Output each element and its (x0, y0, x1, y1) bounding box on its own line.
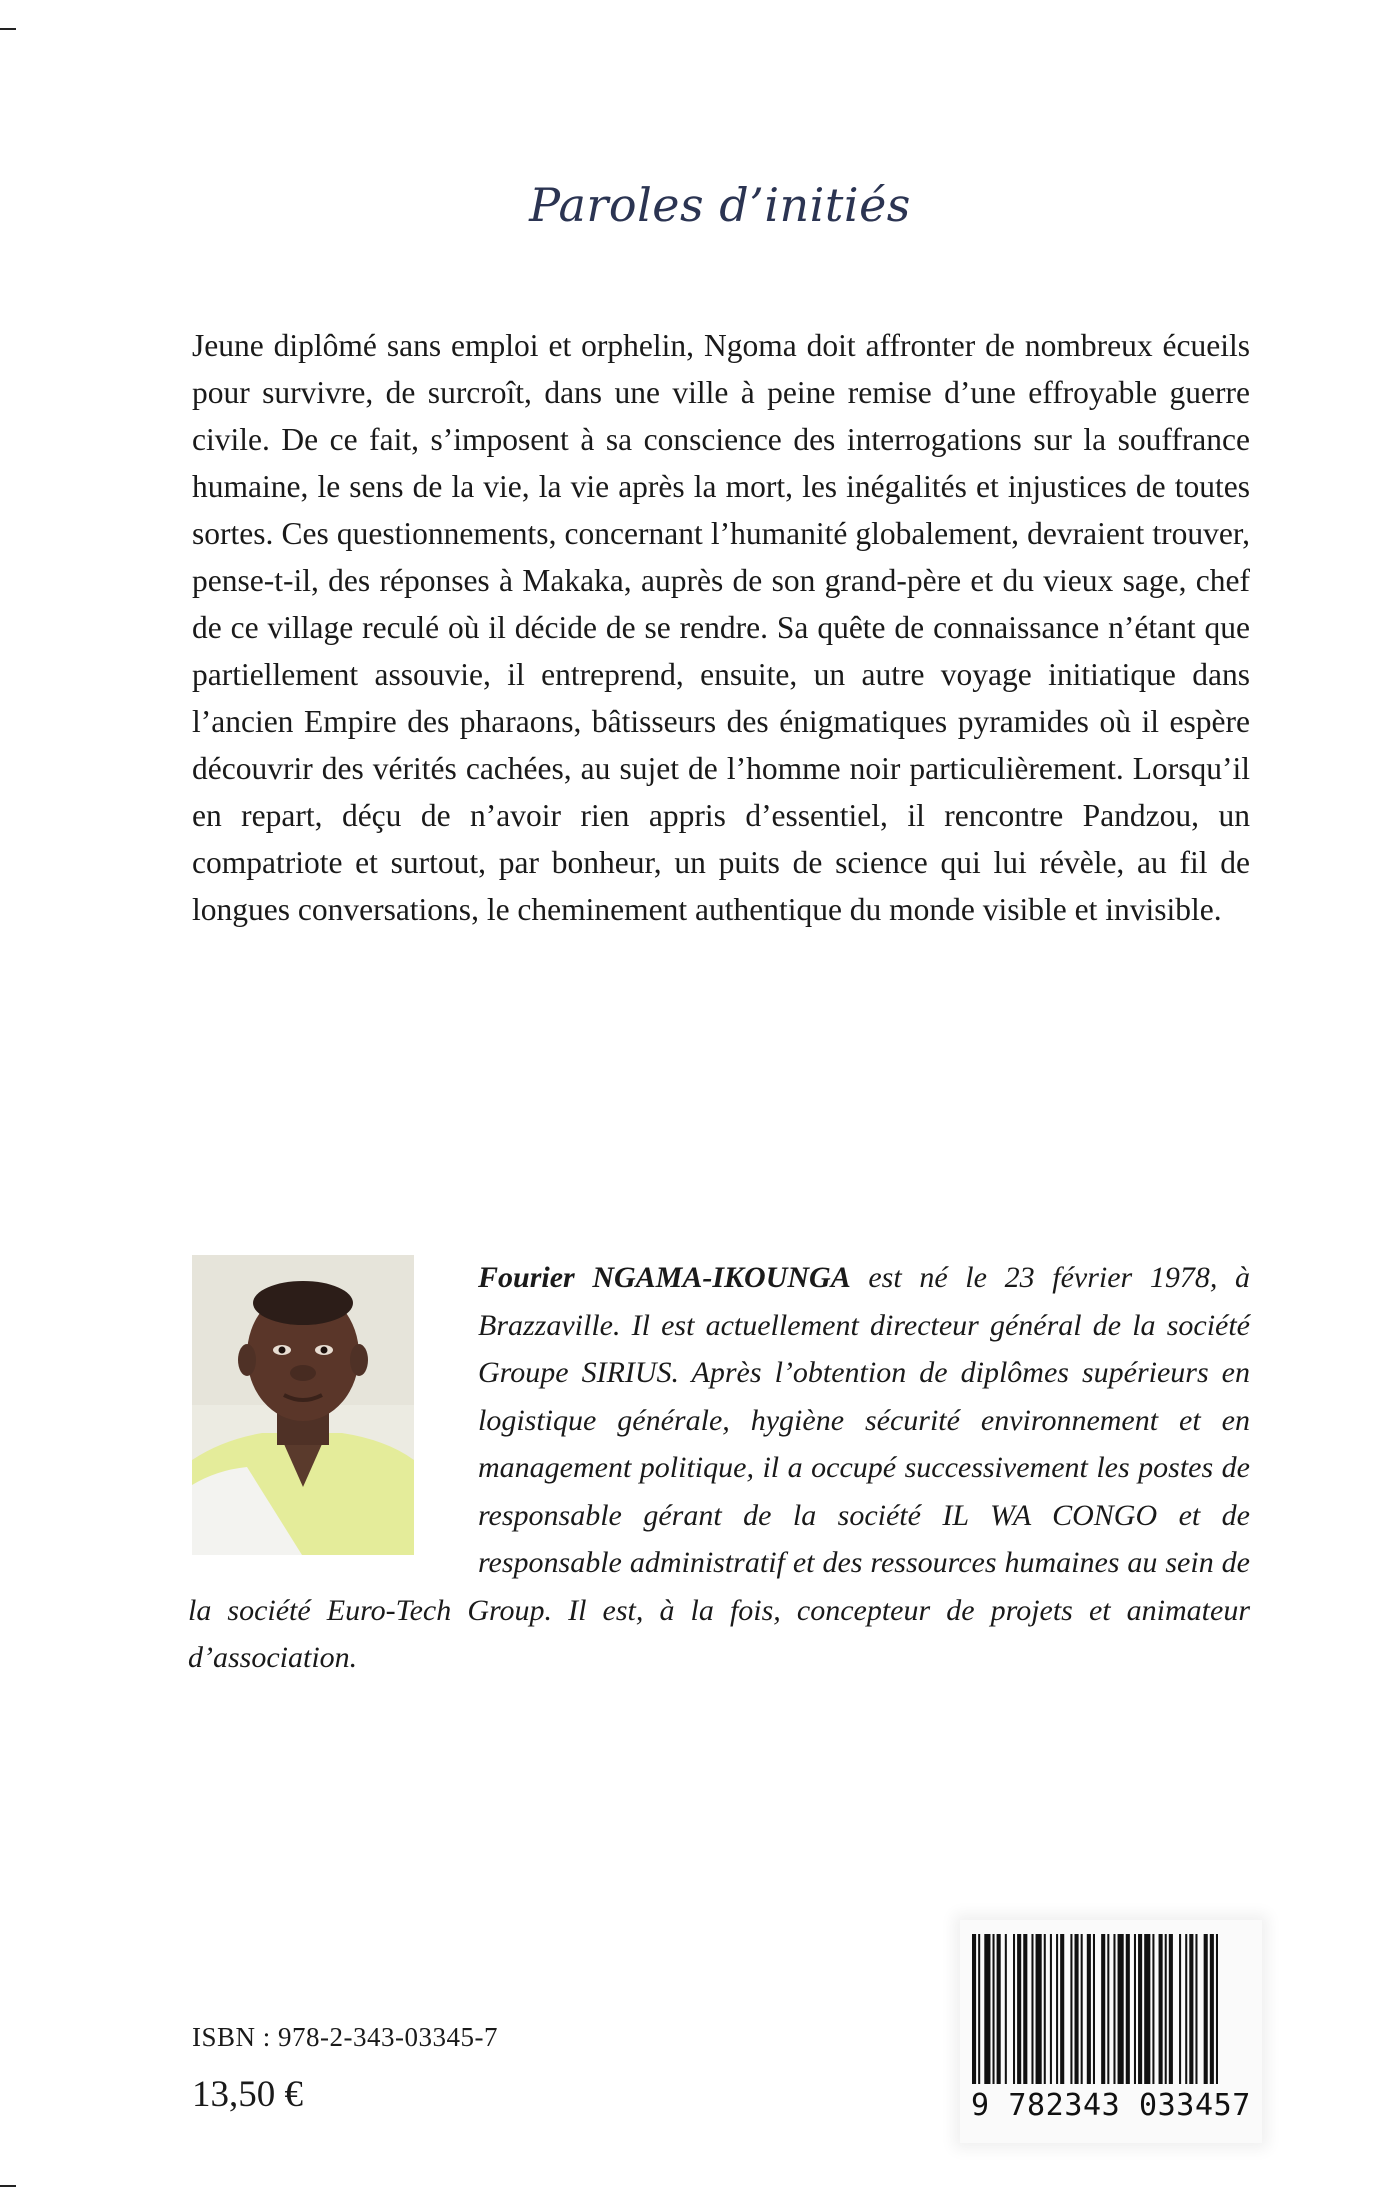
barcode-bar (1185, 1934, 1187, 2084)
barcode-bar (1036, 1934, 1042, 2084)
barcode-bar (1081, 1934, 1083, 2084)
barcode-bar (1031, 1934, 1033, 2084)
price: 13,50 € (192, 2074, 303, 2115)
author-name: Fourier NGAMA-IKOUNGA (478, 1261, 851, 1294)
barcode-bar (1118, 1934, 1124, 2084)
barcode-bar (1195, 1934, 1197, 2084)
barcode (960, 1920, 1262, 2143)
barcode-bar (1144, 1934, 1150, 2084)
barcode-bar (1044, 1934, 1046, 2084)
barcode-bar (972, 1934, 976, 2084)
barcode-bar (1087, 1934, 1091, 2084)
barcode-bar (1204, 1934, 1208, 2084)
barcode-bar (1093, 1934, 1095, 2084)
barcode-bar (1210, 1934, 1214, 2084)
barcode-bar (1013, 1934, 1015, 2084)
barcode-bar (1113, 1934, 1115, 2084)
author-biography (188, 1254, 1250, 1682)
isbn: ISBN : 978-2-343-03345-7 (192, 2022, 498, 2052)
barcode-bar (1017, 1934, 1021, 2084)
barcode-bar (1216, 1934, 1218, 2084)
barcode-bar (1126, 1934, 1130, 2084)
barcode-bar (997, 1934, 1001, 2084)
crop-mark-top (0, 28, 16, 30)
barcode-bar (1152, 1934, 1154, 2084)
barcode-bar (984, 1934, 990, 2084)
book-summary: Jeune diplômé sans emploi et orphelin, Ngoma doit affronter de nombreux écueils pour survivre, de surcroît, dans une ville à peine remise d’une effroyable guerre civile. De ce fait, s’imposent à sa conscience des interrogations sur la souffrance humaine, le sens de la vie, la vie après la mort, les inégalités et injustices de toutes sortes. Ces questionnements, concernant l’humanité globalement, devraient trouver, pense-t-il, des réponses à Makaka, auprès de son grand-père et du vieux sage, chef de ce village reculé où il décide de se rendre. Sa quête de connaissance n’étant que partiellement assouvie, il entreprend, ensuite, un autre voyage initiatique dans l’ancien Empire des pharaons, bâtisseurs des énigmatiques pyramides où il espère découvrir des vérités cachées, au sujet de l’homme noir particulièrement. Lorsqu’il en repart, déçu de n’avoir rien appris d’essentiel, il rencontre Pandzou, un compatriote et surtout, par bonheur, un puits de science qui lui révèle, au fil de longues conversations, le cheminement authentique du monde visible et invisible. (192, 328, 1250, 927)
barcode-bar (1107, 1934, 1109, 2084)
barcode-bar (1138, 1934, 1142, 2084)
barcode-bar (1050, 1934, 1052, 2084)
barcode-bar (1179, 1934, 1181, 2084)
barcode-bar (1165, 1934, 1167, 2084)
barcode-bar (1169, 1934, 1173, 2084)
barcode-bar (1101, 1934, 1105, 2084)
barcode-bar (1070, 1934, 1072, 2084)
barcode-icon (972, 1934, 1250, 2084)
barcode-bar (1060, 1934, 1064, 2084)
barcode-bar (978, 1934, 980, 2084)
barcode-bar (1056, 1934, 1058, 2084)
barcode-bar (993, 1934, 995, 2084)
book-title: Paroles d’initiés (529, 178, 911, 232)
author-bio-text: est né le 23 février 1978, à Brazzaville. Il est actuellement directeur général de la société Groupe SIRIUS. Après l’obtention de diplômes supérieurs en logistique générale, hygiène sécurité environnement et en management politique, il a occupé successivement les postes de responsable gérant de la société IL WA CONGO et de responsable administratif et des ressources humaines au sein de la société Euro-Tech Group. Il est, à la fois, concepteur de projets et animateur d’association. (188, 1261, 1250, 1674)
barcode-bar (1075, 1934, 1079, 2084)
barcode-bar (1134, 1934, 1136, 2084)
crop-mark-bottom (0, 2185, 16, 2187)
barcode-bar (1005, 1934, 1007, 2084)
barcode-bar (1189, 1934, 1193, 2084)
barcode-digits: 9 782343 033457 (971, 2088, 1251, 2123)
barcode-bar (1159, 1934, 1163, 2084)
barcode-bar (1023, 1934, 1027, 2084)
